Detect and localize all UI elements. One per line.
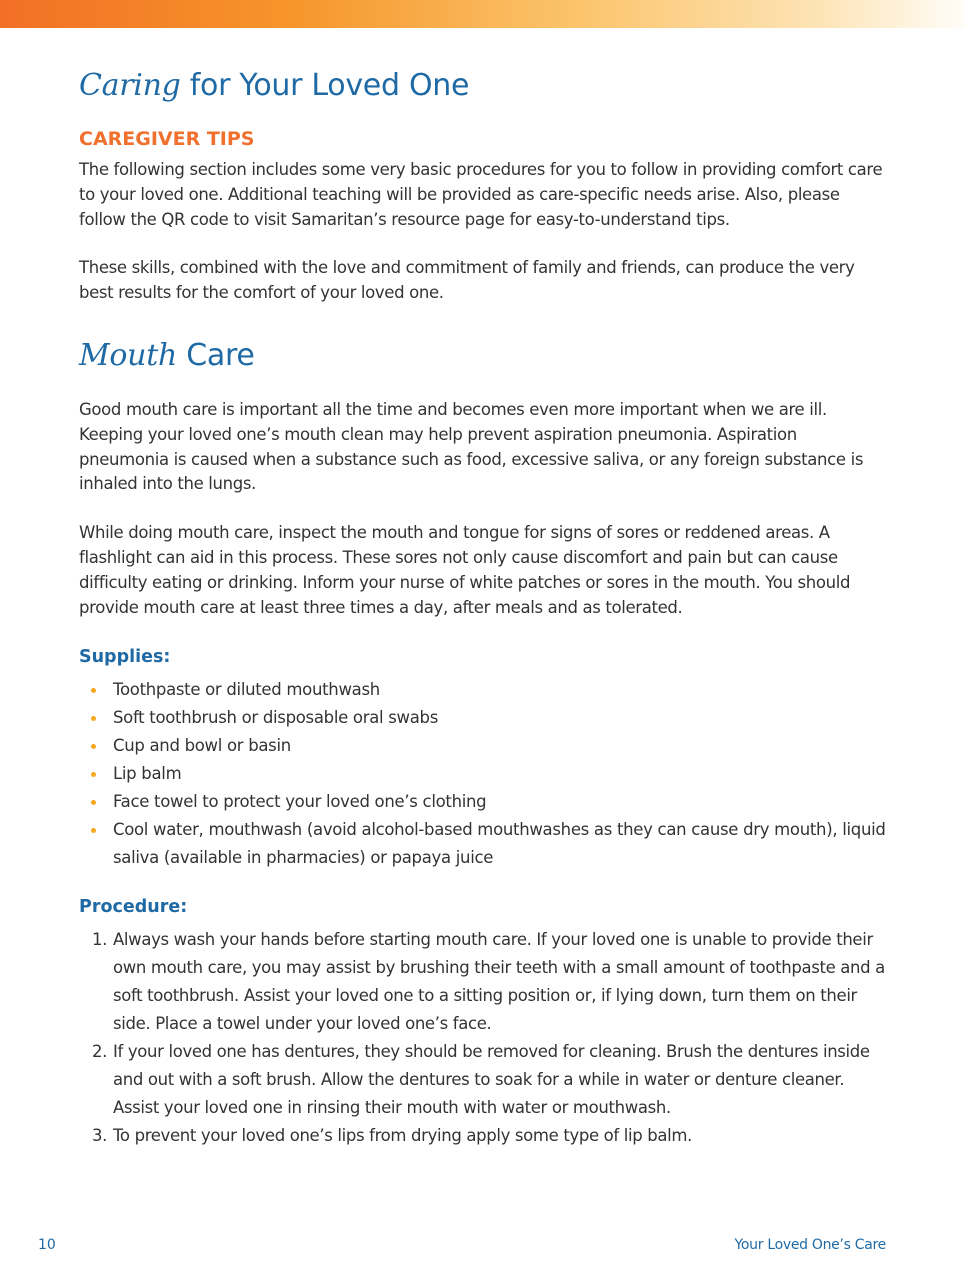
procedure-step (92, 926, 889, 1038)
supplies-list-item (113, 760, 889, 788)
step-text: Always wash your hands before starting mouth care. If your loved one is unable to provide their own mouth care, you may assist by brushing their teeth with a small amount of toothpaste and a soft toothbrush. Assist your loved one to a sitting position or, if lying down, turn them on their side. Place a towel under your loved one’s face. (113, 930, 885, 1034)
supply-text: Lip balm (113, 764, 182, 784)
bullet-icon (91, 716, 96, 721)
top-gradient-bar (0, 0, 965, 28)
mouth-care-title-rest: Care (176, 337, 255, 373)
procedure-list (79, 926, 889, 1150)
supplies-list-item (113, 788, 889, 816)
supplies-list-item (113, 732, 889, 760)
bullet-icon (91, 688, 96, 693)
procedure-step (92, 1038, 889, 1122)
caregiver-tips-paragraph: These skills, combined with the love and commitment of family and friends, can produce the very best results for the comfort of your loved one. (79, 258, 855, 303)
procedure-heading: Procedure: (79, 897, 188, 918)
bullet-icon (91, 800, 96, 805)
page-number: 10 (38, 1237, 56, 1253)
mouth-care-paragraph: Good mouth care is important all the time and becomes even more important when we are ill. Keeping your loved one’s mouth clean may help prevent aspiration pneumonia. Aspiration pneumonia is caused when a substance such as food, excessive saliva, or any foreign substance is inhaled into the lungs. (79, 399, 864, 494)
supply-text: Toothpaste or diluted mouthwash (113, 680, 380, 700)
mouth-care-paragraph: While doing mouth care, inspect the mouth and tongue for signs of sores or reddened areas. A flashlight can aid in this process. These sores not only cause discomfort and pain but can cause difficulty eating or drinking. Inform your nurse of white patches or sores in the mouth. You should provide mouth care at least three times a day, after meals and as tolerated. (79, 523, 851, 617)
bullet-icon (91, 772, 96, 777)
step-number: 2. (92, 1042, 108, 1062)
supply-text: Face towel to protect your loved one’s clothing (113, 792, 487, 812)
step-text: If your loved one has dentures, they should be removed for cleaning. Brush the dentures inside and out with a soft brush. Allow the dentures to soak for a while in water or denture cleaner. Assist your loved one in rinsing their mouth with water or mouthwash. (113, 1042, 870, 1118)
supplies-list-item (113, 704, 889, 732)
caregiver-tips-heading: CAREGIVER TIPS (79, 128, 255, 150)
page-content (79, 60, 889, 1150)
page-title (79, 66, 889, 106)
page-title-italic: Caring (79, 68, 181, 103)
supplies-list-item (113, 676, 889, 704)
supply-text: Soft toothbrush or disposable oral swabs (113, 708, 439, 728)
step-text: To prevent your loved one’s lips from drying apply some type of lip balm. (113, 1126, 692, 1146)
supply-text: Cup and bowl or basin (113, 736, 291, 756)
procedure-step (92, 1122, 889, 1150)
step-number: 3. (92, 1126, 108, 1146)
supply-text: Cool water, mouthwash (avoid alcohol-based mouthwashes as they can cause dry mouth), liquid saliva (available in pharmacies) or papaya juice (113, 820, 886, 868)
step-number: 1. (92, 930, 108, 950)
bullet-icon (91, 828, 96, 833)
mouth-care-title (79, 336, 889, 376)
caregiver-tips-paragraph: The following section includes some very basic procedures for you to follow in providing comfort care to your loved one. Additional teaching will be provided as care-specific needs arise. Also, please follow the QR code to visit Samaritan’s resource page for easy-to-understand tips. (79, 160, 883, 229)
mouth-care-title-italic: Mouth (79, 337, 177, 373)
page-title-rest: for Your Loved One (180, 68, 470, 103)
supplies-heading: Supplies: (79, 647, 171, 668)
supplies-list-item (113, 816, 889, 872)
footer-section-title: Your Loved One’s Care (734, 1237, 886, 1253)
bullet-icon (91, 744, 96, 749)
supplies-list (79, 676, 889, 872)
